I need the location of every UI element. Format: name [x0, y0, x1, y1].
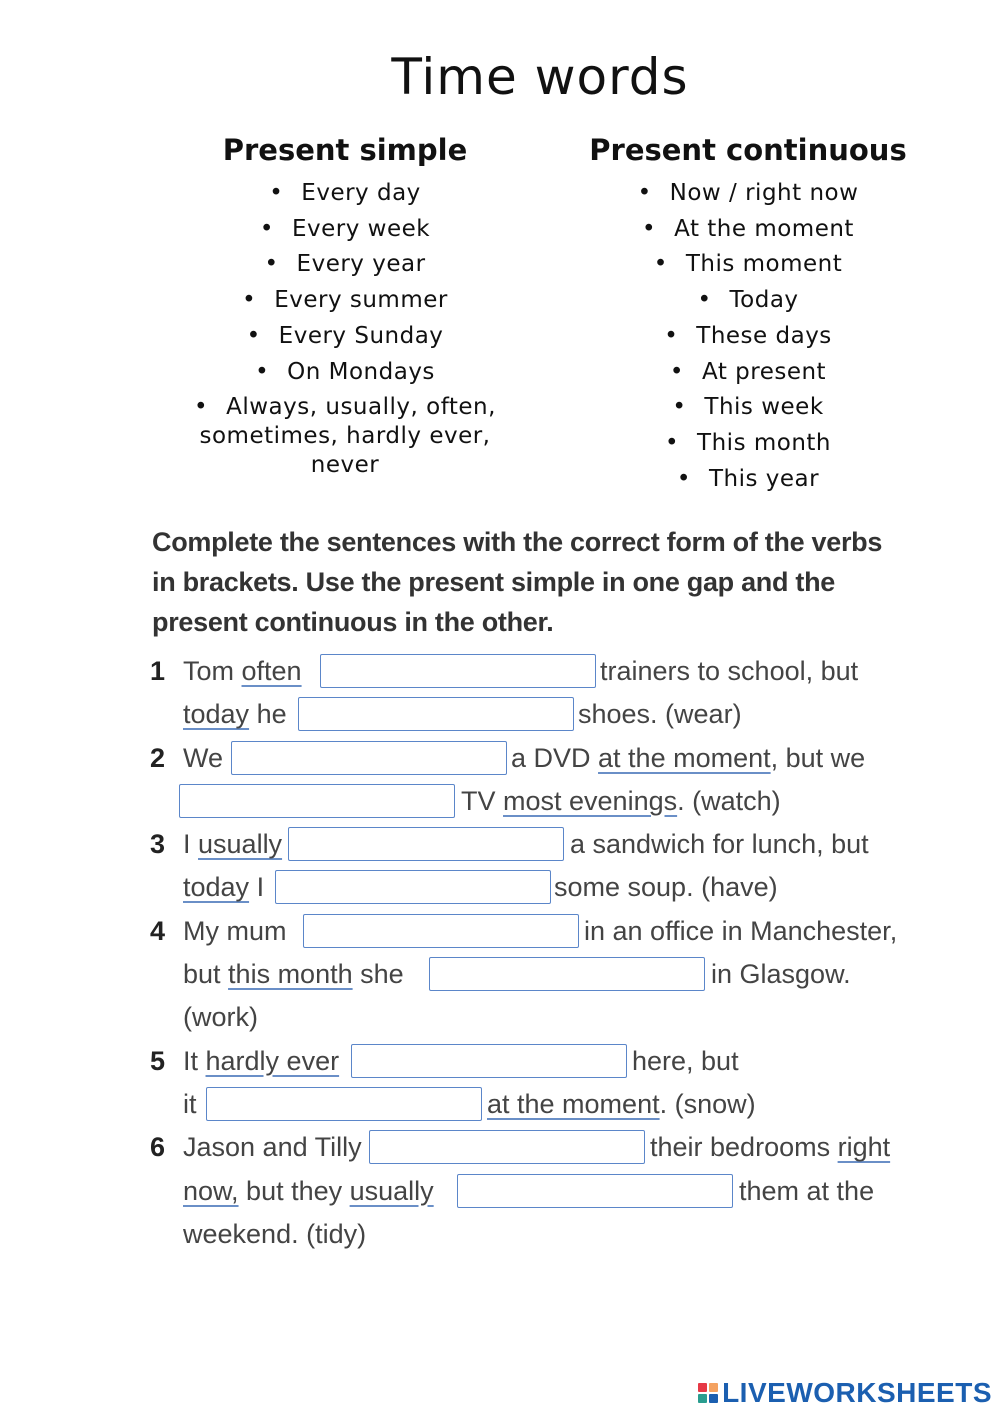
- sentence-3-line-2: today I some soup. (have): [183, 872, 778, 903]
- logo-text: LIVEWORKSHEETS: [722, 1377, 992, 1408]
- list-item: • Every year: [264, 251, 426, 278]
- list-item: • These days: [664, 322, 832, 349]
- list-item: • This moment: [653, 251, 843, 278]
- sentence-2-line-1: 2 We a DVD at the moment, but we: [150, 737, 950, 780]
- present-continuous-heading: Present continuous: [589, 133, 907, 167]
- list-item: • Every day: [269, 180, 421, 206]
- present-simple-list: [145, 176, 545, 480]
- answer-gap-4b[interactable]: [429, 957, 705, 991]
- sentence-6-line-2: now, but they usually them at the: [183, 1175, 875, 1206]
- sentence-5-line-1: 5 It hardly ever here, but: [150, 1040, 950, 1083]
- sentence-6-line-3: weekend. (tidy): [183, 1218, 367, 1249]
- question-number: 1: [150, 656, 166, 686]
- answer-gap-2b[interactable]: [179, 784, 455, 818]
- present-simple-heading: Present simple: [222, 133, 468, 167]
- sentence-5-line-2: it at the moment. (snow): [183, 1088, 756, 1119]
- list-item: • This month: [664, 429, 832, 456]
- list-item: • Now / right now: [637, 180, 859, 206]
- question-number: 4: [150, 915, 166, 946]
- sentence-4-line-1: 4 My mum in an office in Manchester,: [150, 910, 950, 953]
- sentence-3-line-1: 3 I usually a sandwich for lunch, but: [150, 823, 950, 866]
- logo-square: [709, 1394, 718, 1403]
- sentence-4-line-3: (work): [183, 1002, 258, 1033]
- list-item: • Every summer: [242, 287, 448, 314]
- question-number: 6: [150, 1132, 166, 1163]
- present-simple-column: [145, 130, 545, 480]
- sentence-2-line-2: TV most evenings. (watch): [150, 780, 950, 823]
- answer-gap-1b[interactable]: [298, 697, 574, 731]
- question-number: 3: [150, 829, 166, 860]
- sentence-6-line-1: 6 Jason and Tilly their bedrooms right: [150, 1126, 950, 1169]
- exercise-instructions: Complete the sentences with the correct form of the verbs in brackets. Use the present simple in one gap and the present continuous in the other.: [152, 527, 883, 637]
- answer-gap-3b[interactable]: [275, 870, 551, 904]
- present-continuous-list: [548, 176, 948, 497]
- logo-square: [709, 1383, 718, 1392]
- liveworksheets-logo: [698, 1377, 992, 1409]
- list-item: • On Mondays: [255, 358, 435, 385]
- page-title: Time words: [391, 48, 689, 106]
- answer-gap-3a[interactable]: [288, 827, 564, 861]
- list-item: • This year: [676, 465, 820, 492]
- present-continuous-column: [548, 130, 948, 497]
- exercise-sentences: [150, 650, 950, 1256]
- answer-gap-6a[interactable]: [369, 1130, 645, 1164]
- sentence-4-line-2: but this month she in Glasgow.: [183, 959, 851, 990]
- sentence-1-line-2: today he shoes. (wear): [183, 699, 742, 730]
- answer-gap-2a[interactable]: [231, 741, 507, 775]
- sentence-1-line-1: 1 Tom often trainers to school, but: [150, 650, 950, 693]
- logo-square: [698, 1383, 707, 1392]
- list-item: • At the moment: [642, 215, 854, 242]
- logo-icon: [698, 1383, 718, 1403]
- list-item: • Every week: [259, 215, 431, 242]
- answer-gap-1a[interactable]: [320, 654, 596, 688]
- list-item: • This week: [672, 394, 824, 421]
- list-item: • Every Sunday: [246, 322, 444, 349]
- answer-gap-4a[interactable]: [303, 914, 579, 948]
- list-item: • At present: [669, 358, 827, 385]
- answer-gap-6b[interactable]: [457, 1174, 733, 1208]
- list-item: • Today: [697, 287, 799, 314]
- logo-square: [698, 1394, 707, 1403]
- list-item: • Always, usually, often, sometimes, hardly ever, never: [194, 394, 496, 479]
- answer-gap-5a[interactable]: [351, 1044, 627, 1078]
- question-number: 5: [150, 1045, 166, 1076]
- question-number: 2: [150, 742, 166, 773]
- answer-gap-5b[interactable]: [206, 1087, 482, 1121]
